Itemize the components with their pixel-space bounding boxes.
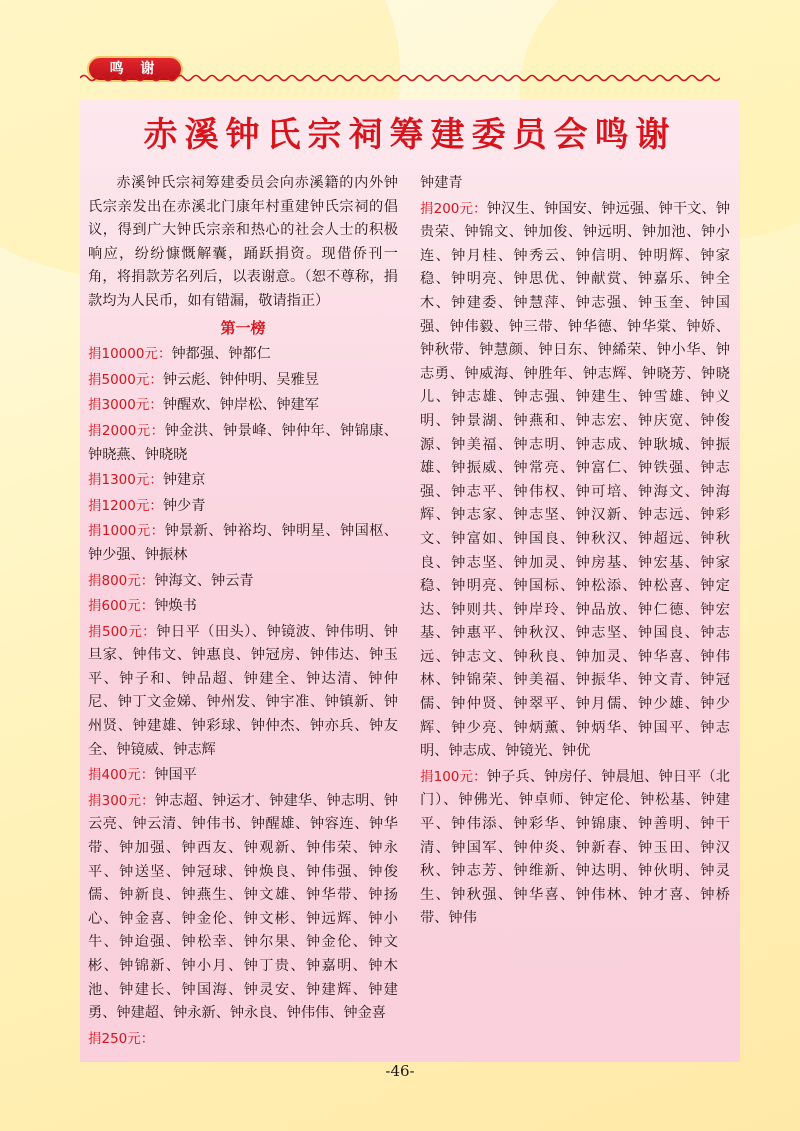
donation-amount: 捐1200元： xyxy=(88,497,163,514)
donation-entry xyxy=(88,420,398,467)
donor-names: 钟景新、钟裕均、钟明星、钟国枢、钟少强、钟振林 xyxy=(88,523,398,563)
donation-entry xyxy=(88,790,398,1026)
donor-names: 钟建京 xyxy=(162,472,206,489)
donation-entry xyxy=(88,369,398,393)
donor-names: 钟国平 xyxy=(154,767,197,784)
donation-entry xyxy=(420,766,730,931)
donation-amount: 捐2000元： xyxy=(88,422,165,439)
donation-amount: 捐400元： xyxy=(88,767,155,784)
donor-names: 钟焕书 xyxy=(154,598,197,615)
donation-entry xyxy=(88,520,398,567)
list-heading: 第一榜 xyxy=(220,318,266,337)
donor-names: 钟少青 xyxy=(162,497,206,514)
donation-entry xyxy=(88,469,398,493)
donation-amount: 捐800元： xyxy=(88,572,155,589)
donation-entry xyxy=(420,198,730,764)
donor-names: 钟志超、钟运才、钟建华、钟志明、钟云亮、钟云清、钟伟书、钟醒雄、钟容连、钟华带、钟加强、钟西友、钟观新、钟伟荣、钟永平、钟送坚、钟冠球、钟焕良、钟伟强、钟俊儒、钟新良、钟燕生、钟文雄、钟华带、钟扬心、钟金喜、钟金伦、钟文彬、钟远辉、钟小牛、钟迨强、钟松幸、钟尔果、钟金伦、钟文彬、钟锦新、钟小月、钟丁贵、钟嘉明、钟木池、钟建长、钟国海、钟灵安、钟建辉、钟建勇、钟建超、钟永新、钟永良、钟伟伟、钟金喜 xyxy=(88,792,398,1022)
page-number: -46- xyxy=(385,1062,415,1080)
donation-amount: 捐100元： xyxy=(420,768,487,785)
donation-entry xyxy=(88,495,398,519)
donation-entry xyxy=(88,595,398,619)
donation-amount: 捐1000元： xyxy=(88,523,165,540)
donor-names: 钟金洪、钟景峰、钟仲年、钟锦康、钟晓燕、钟晓晓 xyxy=(88,422,398,463)
donation-amount: 捐500元： xyxy=(88,623,157,640)
donation-amount: 捐5000元： xyxy=(88,371,163,388)
donation-entry xyxy=(88,621,398,763)
section-tag-label: 鸣 谢 xyxy=(109,61,161,77)
donor-names: 钟都强、钟都仁 xyxy=(171,346,271,363)
donation-entry xyxy=(88,764,398,788)
text-column-right xyxy=(420,172,730,931)
donor-names: 钟云彪、钟仲明、吴雅昱 xyxy=(162,371,319,388)
donor-names: 钟汉生、钟国安、钟远强、钟干文、钟贵荣、钟锦文、钟加俊、钟远明、钟加池、钟小连、钟月桂、钟秀云、钟信明、钟明辉、钟家稳、钟明亮、钟思优、钟献赏、钟嘉乐、钟全木、钟建委、钟慧萍、钟志强、钟玉奎、钟国强、钟伟毅、钟三带、钟华德、钟华棠、钟娇、钟秋带、钟慧颜、钟日东、钟絺荣、钟小华、钟志勇、钟威海、钟胜年、钟志辉、钟晓芳、钟晓儿、钟志雄、钟志强、钟建生、钟雪雄、钟义明、钟景湖、钟燕和、钟志宏、钟庆宽、钟俊源、钟美福、钟志明、钟志成、钟耿城、钟振雄、钟振威、钟常亮、钟富仁、钟铁强、钟志强、钟志平、钟伟权、钟可培、钟海文、钟海辉、钟志家、钟志坚、钟汉新、钟志远、钟彩文、钟富如、钟国良、钟秋汉、钟超远、钟秋良、钟志坚、钟加灵、钟房基、钟宏基、钟家稳、钟明亮、钟国标、钟松添、钟松喜、钟定达、钟则共、钟岸玲、钟品放、钟仁德、钟宏基、钟惠平、钟秋汉、钟志坚、钟国良、钟志远、钟志文、钟秋良、钟加灵、钟华喜、钟伟林、钟锦荣、钟美福、钟振华、钟文青、钟冠儒、钟仲贤、钟翠平、钟月儒、钟少雄、钟少辉、钟少亮、钟炳薰、钟炳华、钟国平、钟志明、钟志成、钟镜光、钟优 xyxy=(420,200,730,760)
page-title: 赤溪钟氏宗祠筹建委员会鸣谢 xyxy=(143,115,677,155)
text-column-left xyxy=(88,172,398,1051)
donation-entry xyxy=(88,394,398,418)
donation-amount: 捐10000元： xyxy=(88,346,172,363)
donor-names: 钟日平（田头）、钟镜波、钟伟明、钟旦家、钟伟文、钟惠良、钟冠房、钟伟达、钟玉平、钟子和、钟品超、钟建全、钟达清、钟仲尼、钟丁文金娣、钟州发、钟宇准、钟镇新、钟州贤、钟建雄、钟彩球、钟仲杰、钟亦兵、钟友全、钟镜威、钟志辉 xyxy=(88,623,398,758)
donation-amount: 捐1300元： xyxy=(88,472,163,489)
donor-names: 钟醒欢、钟岸松、钟建军 xyxy=(162,397,319,414)
donation-entry xyxy=(88,570,398,594)
donation-entry xyxy=(88,343,398,367)
donation-amount: 捐200元： xyxy=(420,200,487,217)
donor-names: 钟海文、钟云青 xyxy=(154,572,254,589)
donation-entry-continued xyxy=(420,172,730,196)
donor-names-continued: 钟建青 xyxy=(420,175,463,191)
intro-paragraph: 赤溪钟氏宗祠筹建委员会向赤溪籍的内外钟氏宗亲发出在赤溪北门康年村重建钟氏宗祠的倡议，得到广大钟氏宗亲和热心的社会人士的积极响应，纷纷慷慨解囊，踊跃捐资。现借侨刊一角，将捐款芳名列后，以表谢意。（恕不尊称，捐款均为人民币，如有错漏，敬请指正） xyxy=(88,175,398,309)
donor-names: 钟子兵、钟房仔、钟晨旭、钟日平（北门）、钟佛光、钟卓师、钟定伦、钟松基、钟建平、钟伟添、钟彩华、钟锦康、钟善明、钟干清、钟国军、钟仲炎、钟新春、钟玉田、钟汉秋、钟志芳、钟维新、钟达明、钟伙明、钟灵生、钟秋强、钟华喜、钟伟林、钟才喜、钟桥带、钟伟 xyxy=(420,768,730,927)
decorative-wave-divider xyxy=(80,72,720,84)
donation-amount: 捐250元： xyxy=(88,1030,155,1047)
donation-amount: 捐600元： xyxy=(88,598,155,615)
donation-amount: 捐300元： xyxy=(88,792,155,809)
donation-entry xyxy=(88,1028,398,1052)
donation-amount: 捐3000元： xyxy=(88,397,163,414)
